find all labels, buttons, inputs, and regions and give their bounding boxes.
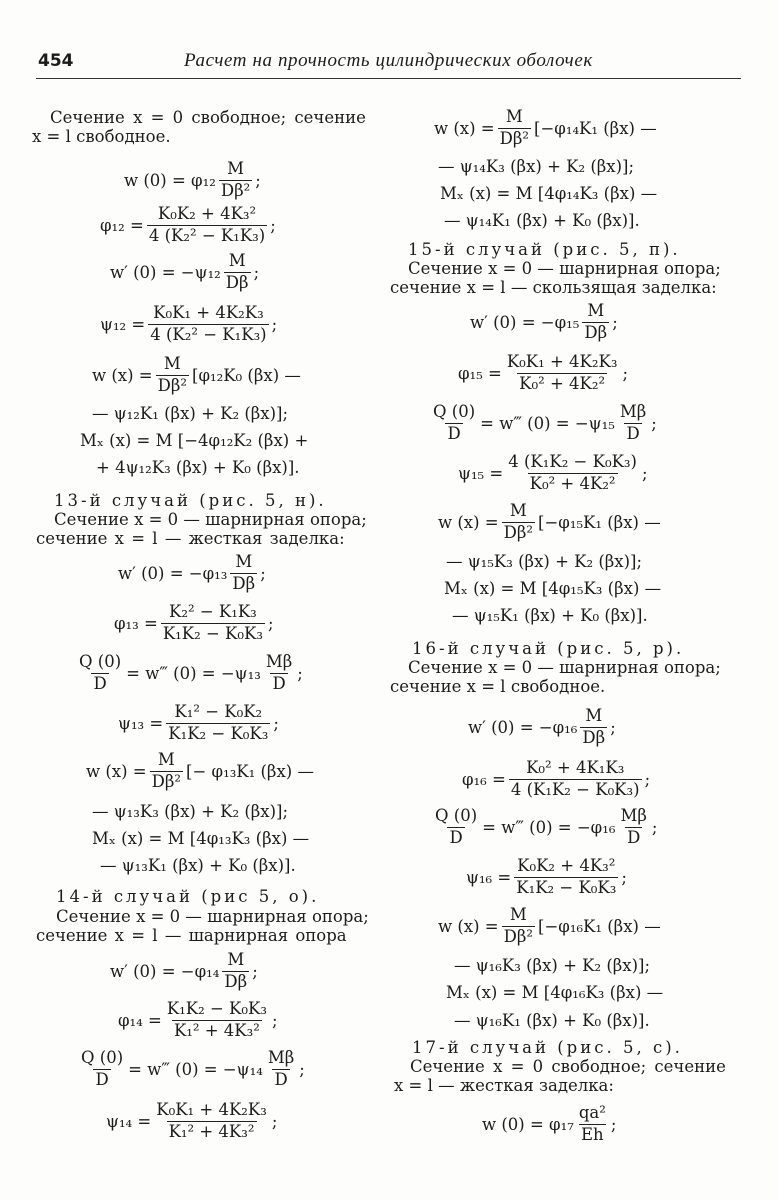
eq-psi12: ψ₁₂ = $\frac{\text{K₀K₁ + 4K₂K₃}}{\text{4 (K₂² − K₁K₃)}}$ ; bbox=[100, 303, 278, 344]
case-16-title: 16-й случай (рис. 5, р). bbox=[412, 639, 685, 658]
case-13-title: 13-й случай (рис. 5, н). bbox=[54, 491, 327, 510]
eq-w0-17: w (0) = φ₁₇ $\frac{\text{qa²}}{Eh}$ ; bbox=[482, 1103, 617, 1144]
eq-w1-12: w′ (0) = −ψ₁₂ $\frac{M}{D\beta}$ ; bbox=[110, 251, 260, 292]
case-13-line-2: сечение x = l — жесткая заделка: bbox=[36, 529, 345, 548]
header-rule bbox=[36, 78, 741, 79]
eq-phi16: φ₁₆ = $\frac{\text{K₀² + 4K₁K₃}}{\text{4 (K₁K₂ − K₀K₃)}}$ ; bbox=[462, 758, 651, 799]
eq-mx-16: Mₓ (x) = M [4φ₁₆K₃ (βx) — bbox=[446, 983, 664, 1002]
eq-wx-12-cont: — ψ₁₂K₁ (βx) + K₂ (βx)]; bbox=[92, 404, 289, 423]
case-17-line-2: x = l — жесткая заделка: bbox=[394, 1076, 614, 1095]
eq-phi14: φ₁₄ = $\frac{\text{K₁K₂ − K₀K₃}}{\text{K₁² + 4K₃²}}$ ; bbox=[118, 999, 278, 1040]
eq-wx-13-cont: — ψ₁₃K₃ (βx) + K₂ (βx)]; bbox=[92, 802, 289, 821]
eq-wx-15: w (x) = $\frac{M}{\text{Dβ²}}$ [−φ₁₅K₁ (βx) — bbox=[438, 501, 661, 542]
eq-w1-15: w′ (0) = −φ₁₅ $\frac{M}{D\beta}$ ; bbox=[470, 301, 618, 342]
eq-wx-15-cont: — ψ₁₅K₃ (βx) + K₂ (βx)]; bbox=[446, 552, 643, 571]
eq-w0-12: w (0) = φ₁₂ $\frac{M}{\text{Dβ²}}$ ; bbox=[124, 159, 261, 200]
eq-wx-12: w (x) = $\frac{M}{\text{Dβ²}}$ [φ₁₂K₀ (βx) — bbox=[92, 354, 301, 395]
case-17-line-1: Сечение x = 0 свободное; сечение bbox=[410, 1057, 726, 1076]
eq-q0-14: $\frac{Q (0)}{D}$ = w‴ (0) = −ψ₁₄ $\frac{M\beta}{D}$ ; bbox=[81, 1048, 305, 1089]
case-13-line-1: Сечение x = 0 — шарнирная опора; bbox=[54, 510, 367, 529]
eq-w1-13: w′ (0) = −φ₁₃ $\frac{M}{D\beta}$ ; bbox=[118, 552, 266, 593]
eq-q0-15: $\frac{Q (0)}{D}$ = w‴ (0) = −ψ₁₅ $\frac{M\beta}{D}$ ; bbox=[433, 402, 657, 443]
page-number: 454 bbox=[38, 51, 74, 71]
eq-mx-15-cont: — ψ₁₅K₁ (βx) + K₀ (βx)]. bbox=[452, 606, 648, 625]
case-16-line-1: Сечение x = 0 — шарнирная опора; bbox=[408, 658, 721, 677]
eq-psi15: ψ₁₅ = $\frac{\text{4 (K₁K₂ − K₀K₃)}}{\text{K₀² + 4K₂²}}$ ; bbox=[458, 452, 648, 493]
intro-line-2: x = l свободное. bbox=[32, 127, 171, 146]
eq-psi16: ψ₁₆ = $\frac{\text{K₀K₂ + 4K₃²}}{\text{K₁K₂ − K₀K₃}}$ ; bbox=[466, 856, 627, 897]
eq-wx-14-cont: — ψ₁₄K₃ (βx) + K₂ (βx)]; bbox=[438, 157, 635, 176]
case-16-line-2: сечение x = l свободное. bbox=[390, 677, 606, 696]
eq-wx-13: w (x) = $\frac{M}{\text{Dβ²}}$ [− φ₁₃K₁ (βx) — bbox=[86, 750, 314, 791]
case-15-line-1: Сечение x = 0 — шарнирная опора; bbox=[408, 259, 721, 278]
eq-q0-13: $\frac{Q (0)}{D}$ = w‴ (0) = −ψ₁₃ $\frac{M\beta}{D}$ ; bbox=[79, 652, 303, 693]
case-14-title: 14-й случай (рис 5, о). bbox=[56, 887, 320, 906]
eq-wx-16: w (x) = $\frac{M}{\text{Dβ²}}$ [−φ₁₆K₁ (βx) — bbox=[438, 905, 661, 946]
eq-mx-16-cont: — ψ₁₆K₁ (βx) + K₀ (βx)]. bbox=[454, 1011, 650, 1030]
eq-mx-14-cont: — ψ₁₄K₁ (βx) + K₀ (βx)]. bbox=[444, 211, 640, 230]
case-14-line-1: Сечение x = 0 — шарнирная опора; bbox=[56, 907, 369, 926]
eq-mx-13: Mₓ (x) = M [4φ₁₃K₃ (βx) — bbox=[92, 829, 310, 848]
eq-mx-14: Mₓ (x) = M [4φ₁₄K₃ (βx) — bbox=[440, 184, 658, 203]
eq-q0-16: $\frac{Q (0)}{D}$ = w‴ (0) = −φ₁₆ $\frac{M\beta}{D}$ ; bbox=[435, 806, 658, 847]
eq-psi13: ψ₁₃ = $\frac{\text{K₁² − K₀K₂}}{\text{K₁K₂ − K₀K₃}}$ ; bbox=[118, 702, 279, 743]
eq-wx-14: w (x) = $\frac{M}{\text{Dβ²}}$ [−φ₁₄K₁ (βx) — bbox=[434, 107, 657, 148]
eq-psi14: ψ₁₄ = $\frac{\text{K₀K₁ + 4K₂K₃}}{\text{K₁² + 4K₃²}}$ ; bbox=[106, 1100, 278, 1141]
running-title: Расчет на прочность цилиндрических оболочек bbox=[184, 50, 593, 71]
intro-line-1: Сечение x = 0 свободное; сечение bbox=[50, 108, 366, 127]
eq-wx-16-cont: — ψ₁₆K₃ (βx) + K₂ (βx)]; bbox=[454, 956, 651, 975]
case-15-title: 15-й случай (рис. 5, п). bbox=[408, 240, 681, 259]
eq-mx-12-cont: + 4ψ₁₂K₃ (βx) + K₀ (βx)]. bbox=[96, 458, 300, 477]
eq-mx-12: Mₓ (x) = M [−4φ₁₂K₂ (βx) + bbox=[80, 431, 309, 450]
eq-phi12: φ₁₂ = $\frac{\text{K₀K₂ + 4K₃²}}{\text{4 (K₂² − K₁K₃)}}$ ; bbox=[100, 204, 276, 245]
eq-phi15: φ₁₅ = $\frac{\text{K₀K₁ + 4K₂K₃}}{\text{K₀² + 4K₂²}}$ ; bbox=[458, 352, 628, 393]
case-14-line-2: сечение x = l — шарнирная опора bbox=[36, 926, 347, 945]
eq-w1-14: w′ (0) = −φ₁₄ $\frac{M}{D\beta}$ ; bbox=[110, 950, 258, 991]
eq-mx-15: Mₓ (x) = M [4φ₁₅K₃ (βx) — bbox=[444, 579, 662, 598]
case-15-line-2: сечение x = l — скользящая заделка: bbox=[390, 278, 717, 297]
case-17-title: 17-й случай (рис. 5, с). bbox=[412, 1038, 683, 1057]
eq-phi13: φ₁₃ = $\frac{\text{K₂² − K₁K₃}}{\text{K₁K₂ − K₀K₃}}$ ; bbox=[114, 602, 274, 643]
eq-w1-16: w′ (0) = −φ₁₆ $\frac{M}{D\beta}$ ; bbox=[468, 706, 616, 747]
eq-mx-13-cont: — ψ₁₃K₁ (βx) + K₀ (βx)]. bbox=[100, 856, 296, 875]
